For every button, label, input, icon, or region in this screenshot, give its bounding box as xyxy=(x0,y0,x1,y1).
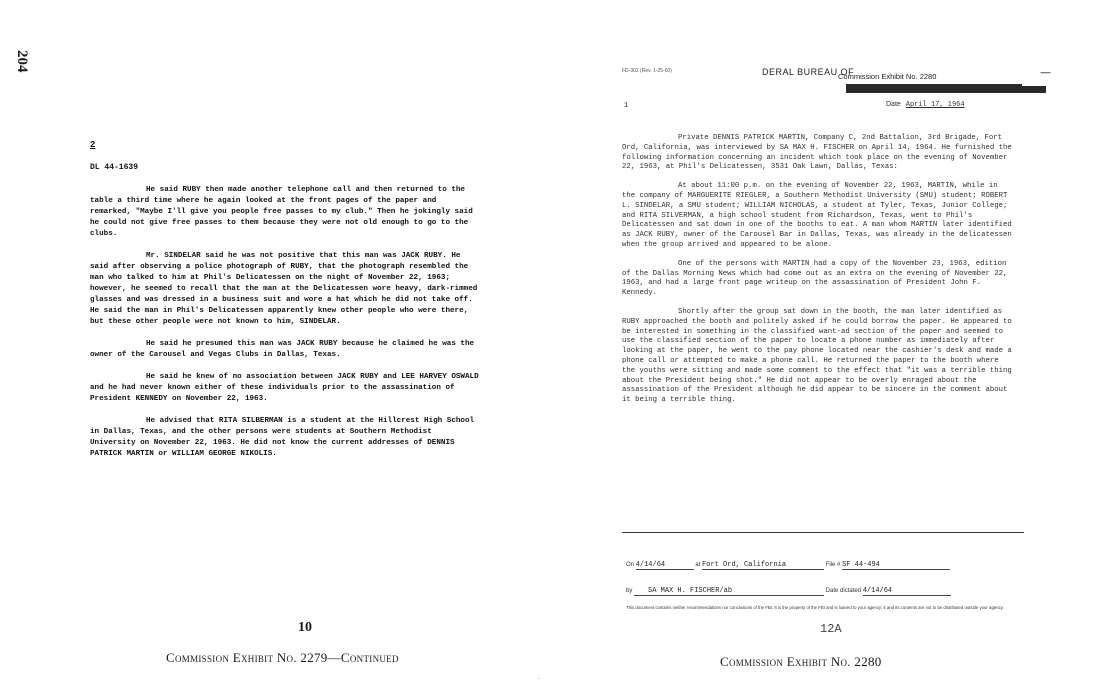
right-document-body xyxy=(622,134,1012,415)
right-exhibit-caption: Commission Exhibit No. 2280 xyxy=(720,654,882,669)
right-paragraph-4: Shortly after the group sat down in the booth, the man later identified as RUBY approached the booth and politely asked if he could borrow the paper. He appeared to be interested in something in the classified want-ad section of the paper and seemed to use the classified section of the paper to locate a phone number as immediately after looking at the paper, he went to the pay phone located near the cashier's desk and made a phone call or attempted to make a phone call. He returned the paper to the booth where the youths were sitting and made some comment to the effect that "it was a terrible thing about the President being shot." He did not appear to be overly enraged about the assassination of the President although he did appear to be sincere in the comment about it being a terrible thing. xyxy=(622,307,1012,405)
dictated-label: Date dictated xyxy=(825,588,862,594)
header-bar xyxy=(846,86,1046,93)
right-paragraph-3: One of the persons with MARTIN had a copy of the November 23, 1963, edition of the Dallas Morning News which had come out as an extra on the evening of November 22, 1963, and had a large front page writeup on the assassination of President John F. Kennedy. xyxy=(622,259,1008,298)
left-page-number: 2 xyxy=(90,140,96,150)
file-value: SF 44-494 xyxy=(842,561,950,570)
date-line xyxy=(886,101,965,109)
by-label: by xyxy=(626,588,633,594)
right-paragraph-1: Private DENNIS PATRICK MARTIN, Company C, 2nd Battalion, 3rd Brigade, Fort Ord, California, was interviewed by SA MAX H. FISCHER on April 14, 1964. He furnished the following information concerning an incident which took place on the evening of November 22, 1963, at Phil's Delicatessen, 3531 Oak Lawn, Dallas, Texas: xyxy=(622,134,1012,172)
by-value: SA MAX H. FISCHER/ab xyxy=(634,587,824,596)
form-row-interview xyxy=(626,561,950,570)
left-paragraph-3: He said he presumed this man was JACK RUBY because he claimed he was the owner of the Carousel and Vegas Clubs in Dallas, Texas. xyxy=(90,340,475,359)
left-exhibit-caption: Commission Exhibit No. 2279—Continued xyxy=(166,650,399,665)
header-dash: — xyxy=(1040,66,1051,79)
page-stamp: 12A xyxy=(820,622,842,636)
left-paragraph-2: Mr. SINDELAR said he was not positive that this man was JACK RUBY. He said after observing a police photograph of RUBY, that the photograph resembled the man who talked to him at Phil's Delicatessen on the night of November 22, 1963; however, he seemed to recall that the man at the Delicatessen wore heavy, dark-rimmed glasses and was dressed in a business suit and wore a hat which he did not take off. He said the man in Phil's Delicatessen apparently knew other people who were there, but these other people were not known to him, SINDELAR. xyxy=(90,252,478,326)
exhibit-label: Commission Exhibit No. 2280 xyxy=(838,72,937,81)
left-document-page xyxy=(90,140,480,471)
footer-rule xyxy=(622,532,1024,533)
right-paragraph-2: At about 11:00 p.m. on the evening of November 22, 1963, MARTIN, while in the company of MARGUERITE RIEGLER, a Southern Methodist University (SMU) student; ROBERT L. SINDELAR, a SMU student; WILLIAM NICHOLAS, a student at Tyler, Texas, Junior College; and RITA SILVERMAN, a high school student from Richardson, Texas, went to Phil's Delicatessen and sat down in one of the booths to eat. A man whom MARTIN later identified as JACK RUBY, owner of the Carousel Bar in Dallas, Texas, was already in the delicatessen when the group arrived and appeared to be alone. xyxy=(622,182,1012,249)
date-value: April 17, 1964 xyxy=(905,101,965,109)
on-label: On xyxy=(626,562,635,568)
left-footer-number: 10 xyxy=(298,620,312,635)
gutter-mark: · xyxy=(538,676,540,683)
dictated-value: 4/14/64 xyxy=(863,587,951,596)
left-paragraph-4: He said he knew of no association between JACK RUBY and LEE HARVEY OSWALD and he had never known either of these individuals prior to the assassination of President KENNEDY on November 22, 1963. xyxy=(90,373,479,403)
on-value: 4/14/64 xyxy=(636,561,694,570)
left-paragraph-1: He said RUBY then made another telephone call and then returned to the table a third time where he again looked at the front pages of the paper and remarked, "Maybe I'll give you people free passes to my club." Then he jokingly said he could not give free passes to them because they were not old enough to go to the clubs. xyxy=(90,186,473,238)
date-label: Date xyxy=(886,101,901,108)
left-paragraph-5: He advised that RITA SILBERMAN is a student at the Hillcrest High School in Dallas, Texas, and the other persons were students at Southern Methodist University on November 22, 1963. He did not know the current addresses of DENNIS PATRICK MARTIN or WILLIAM GEORGE NIKOLIS. xyxy=(90,417,475,458)
form-code: FD-302 (Rev. 1-25-60) xyxy=(622,68,672,74)
right-page-number: 1 xyxy=(624,102,629,110)
at-label: at xyxy=(695,562,701,568)
at-value: Fort Ord, California xyxy=(702,561,824,570)
agency-header: DERAL BUREAU OF xyxy=(762,67,855,77)
disclaimer-text: This document contains neither recommendations nor conclusions of the FBI. It is the property of the FBI and is loaned to your agency; it and its contents are not to be distributed outside your agency. xyxy=(626,605,1004,610)
file-label: File # xyxy=(825,562,841,568)
form-row-agent xyxy=(626,587,951,596)
left-file-number: DL 44-1639 xyxy=(90,163,139,172)
page-number: 204 xyxy=(14,50,30,73)
